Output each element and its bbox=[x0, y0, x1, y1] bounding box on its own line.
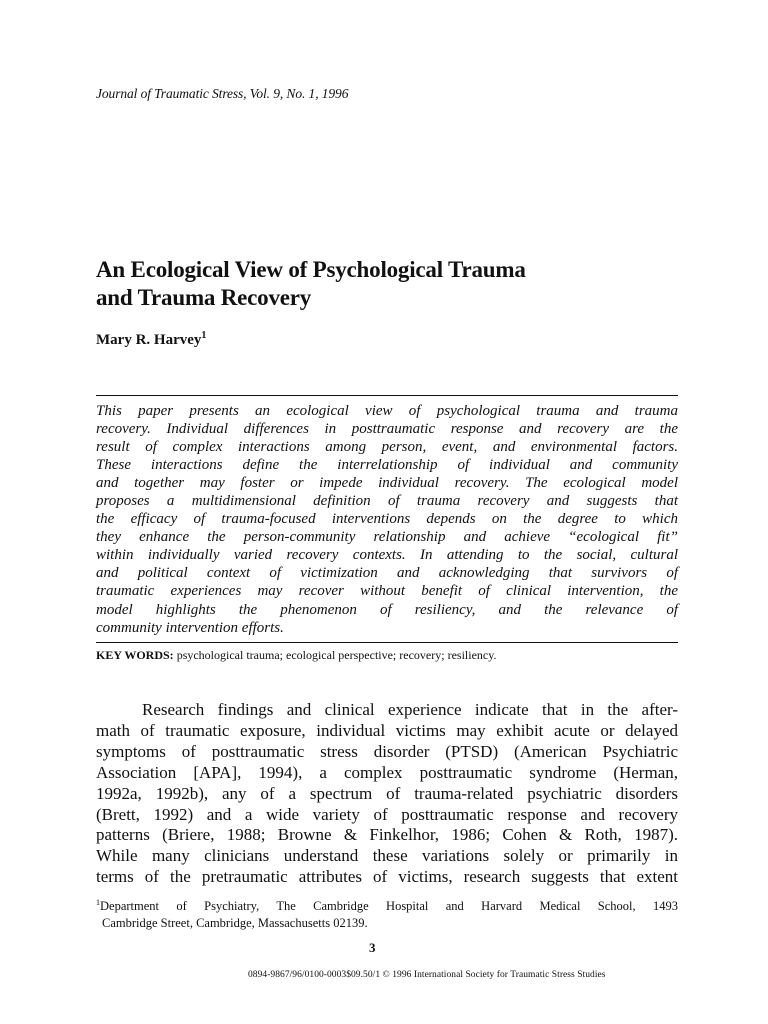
body-line: While many clinicians understand these variations solely or primarily in bbox=[96, 846, 678, 866]
body-line: patterns (Briere, 1988; Browne & Finkelhor, 1986; Cohen & Roth, 1987). bbox=[96, 825, 678, 845]
author-name bbox=[96, 330, 206, 349]
footnote-mark: 1 bbox=[96, 898, 100, 907]
body-line: 1992a, 1992b), any of a spectrum of trauma-related psychiatric disorders bbox=[96, 783, 678, 803]
abstract-line: proposes a multidimensional definition of trauma recovery and suggests that bbox=[96, 493, 678, 510]
journal-citation: Journal of Traumatic Stress, Vol. 9, No. 1, 1996 bbox=[96, 86, 349, 101]
body-line: terms of the pretraumatic attributes of victims, research suggests that extent bbox=[96, 867, 678, 887]
footnote-line bbox=[96, 895, 678, 915]
footnote-line: Cambridge Street, Cambridge, Massachusetts 02139. bbox=[102, 915, 368, 930]
body-paragraph bbox=[96, 700, 678, 888]
abstract-line: the efficacy of trauma-focused interventions depends on the degree to which bbox=[96, 511, 678, 528]
abstract-line: model highlights the phenomenon of resiliency, and the relevance of bbox=[96, 601, 678, 618]
article-title-line: and Trauma Recovery bbox=[96, 285, 312, 310]
body-line: symptoms of posttraumatic stress disorder (PTSD) (American Psychiatric bbox=[96, 741, 678, 761]
copyright-line: 0894-9867/96/0100-0003$09.50/1 © 1996 International Society for Traumatic Stress Studies bbox=[248, 970, 606, 980]
abstract-line: These interactions define the interrelationship of individual and community bbox=[96, 457, 678, 474]
abstract-line: they enhance the person-community relationship and achieve “ecological fit” bbox=[96, 529, 678, 546]
body-line: Research findings and clinical experience indicate that in the after- bbox=[142, 700, 678, 719]
abstract-line: traumatic experiences may recover without benefit of clinical intervention, the bbox=[96, 583, 678, 600]
body-line: (Brett, 1992) and a wide variety of posttraumatic response and recovery bbox=[96, 804, 678, 824]
abstract-bottom-rule bbox=[96, 642, 678, 643]
key-words-label: KEY WORDS: bbox=[96, 648, 174, 662]
abstract-line: community intervention efforts. bbox=[96, 619, 284, 636]
body-line: Association [APA], 1994), a complex posttraumatic syndrome (Herman, bbox=[96, 762, 678, 782]
abstract-line: within individually varied recovery contexts. In attending to the social, cultural bbox=[96, 547, 678, 564]
footnote-line-text: Department of Psychiatry, The Cambridge Hospital and Harvard Medical School, 1493 bbox=[100, 899, 678, 913]
body-line: math of traumatic exposure, individual victims may exhibit acute or delayed bbox=[96, 720, 678, 740]
abstract bbox=[96, 402, 678, 637]
key-words-text: psychological trauma; ecological perspective; recovery; resiliency. bbox=[173, 648, 497, 662]
key-words bbox=[96, 648, 496, 663]
author-name-text: Mary R. Harvey bbox=[96, 332, 202, 348]
abstract-line: recovery. Individual differences in posttraumatic response and recovery are the bbox=[96, 421, 678, 438]
abstract-line: and political context of victimization and acknowledging that survivors of bbox=[96, 565, 678, 582]
footnote bbox=[96, 895, 678, 931]
author-footnote-mark: 1 bbox=[201, 330, 207, 341]
page-number: 3 bbox=[369, 940, 376, 955]
abstract-line: and together may foster or impede individual recovery. The ecological model bbox=[96, 475, 678, 492]
article-title bbox=[96, 256, 696, 312]
abstract-line: This paper presents an ecological view of psychological trauma and trauma bbox=[96, 403, 678, 419]
abstract-top-rule bbox=[96, 395, 678, 396]
article-title-line: An Ecological View of Psychological Trauma bbox=[96, 257, 526, 282]
abstract-line: result of complex interactions among person, event, and environmental factors. bbox=[96, 439, 678, 456]
